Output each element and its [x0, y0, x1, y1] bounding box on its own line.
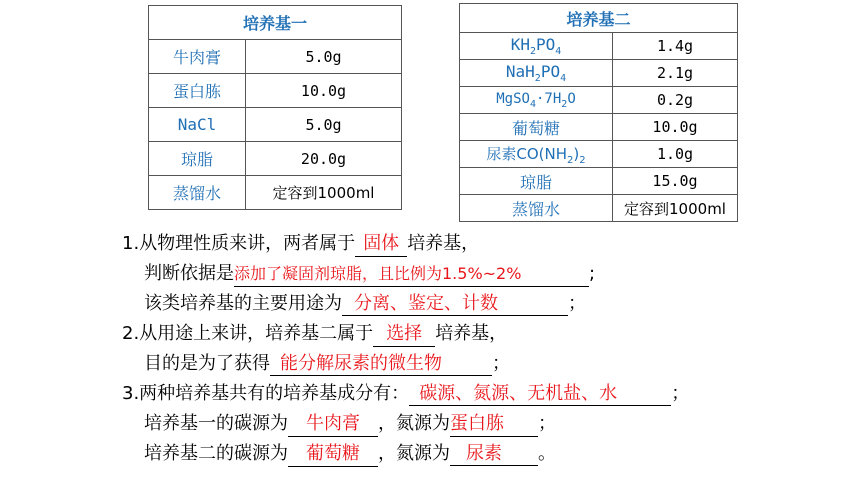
ingredient-amount: 0.2g — [613, 87, 738, 114]
table-row — [149, 40, 402, 74]
table-row — [460, 114, 738, 141]
ingredient-amount: 10.0g — [246, 74, 402, 108]
table-row — [460, 33, 738, 60]
question-2-line: 2.从用途上来讲，培养基二属于 选择 培养基， — [122, 319, 689, 349]
ingredient-name: NaCl — [149, 108, 246, 142]
answer-blank: 选择 — [373, 322, 435, 347]
ingredient-amount: 定容到1000ml — [246, 176, 402, 210]
table-header-row — [149, 6, 402, 40]
answer-blank: 碳源、氮源、无机盐、水 — [409, 382, 671, 406]
table-row — [460, 87, 738, 114]
ingredient-amount: 5.0g — [246, 40, 402, 74]
ingredient-name: $NaH_2PO_4$ — [460, 60, 613, 87]
question-3-line: 3.两种培养基共有的培养基成分有： 碳源、氮源、无机盐、水 ； — [122, 383, 690, 404]
question-block — [122, 229, 689, 469]
ingredient-amount: 15.0g — [613, 168, 738, 195]
question-3c-line: 培养基二的碳源为 葡萄糖 ，氮源为 尿素 。 — [122, 439, 689, 469]
answer-blank: 固体 — [355, 232, 407, 257]
medium-two-table — [459, 3, 738, 222]
table-title: 培养基二 — [460, 4, 738, 33]
ingredient-name: 牛肉膏 — [149, 40, 246, 74]
table-row — [149, 108, 402, 142]
table-row — [149, 74, 402, 108]
answer-blank: 添加了凝固剂琼脂，且比例为1.5%~2% — [234, 262, 589, 287]
table-header-row — [460, 4, 738, 33]
ingredient-name: 琼脂 — [460, 168, 613, 195]
ingredient-amount: 定容到1000ml — [613, 195, 738, 222]
ingredient-name: 蒸馏水 — [149, 176, 246, 210]
answer-blank: 能分解尿素的微生物 — [270, 352, 492, 376]
table-row — [149, 142, 402, 176]
ingredient-name: 蛋白胨 — [149, 74, 246, 108]
ingredient-amount: 1.4g — [613, 33, 738, 60]
ingredient-name: $KH_2PO_4$ — [460, 33, 613, 60]
question-1c-line: 该类培养基的主要用途为 分离、鉴定、计数 ； — [144, 293, 586, 314]
ingredient-amount: 2.1g — [613, 60, 738, 87]
question-1b-line: 判断依据是添加了凝固剂琼脂，且比例为1.5%~2% ; — [122, 259, 689, 289]
answer-blank: 蛋白胨 — [450, 412, 538, 437]
ingredient-amount: 5.0g — [246, 108, 402, 142]
table-row — [149, 176, 402, 210]
table-row — [460, 60, 738, 87]
ingredient-name: 蒸馏水 — [460, 195, 613, 222]
question-3b-line: 培养基一的碳源为 牛肉膏 ，氮源为蛋白胨 ； — [122, 409, 689, 439]
medium-one-table — [148, 5, 402, 210]
ingredient-amount: 20.0g — [246, 142, 402, 176]
ingredient-name: $MgSO_4\cdot 7H_2O$ — [460, 87, 613, 114]
answer-blank: 牛肉膏 — [288, 412, 378, 437]
ingredient-name: 尿素$CO(NH_2)_2$ — [460, 141, 613, 168]
answer-blank: 葡萄糖 — [288, 442, 378, 467]
table-row — [460, 195, 738, 222]
question-2b-line: 目的是为了获得 能分解尿素的微生物 ； — [144, 353, 510, 374]
answer-blank: 分离、鉴定、计数 — [342, 292, 568, 316]
table-row — [460, 168, 738, 195]
ingredient-name: 琼脂 — [149, 142, 246, 176]
ingredient-amount: 1.0g — [613, 141, 738, 168]
table-row — [460, 141, 738, 168]
ingredient-name: 葡萄糖 — [460, 114, 613, 141]
ingredient-amount: 10.0g — [613, 114, 738, 141]
answer-blank: 尿素 — [450, 442, 538, 466]
table-title: 培养基一 — [149, 6, 402, 40]
question-1-line: 1.从物理性质来讲，两者属于 固体 培养基， — [122, 229, 689, 259]
